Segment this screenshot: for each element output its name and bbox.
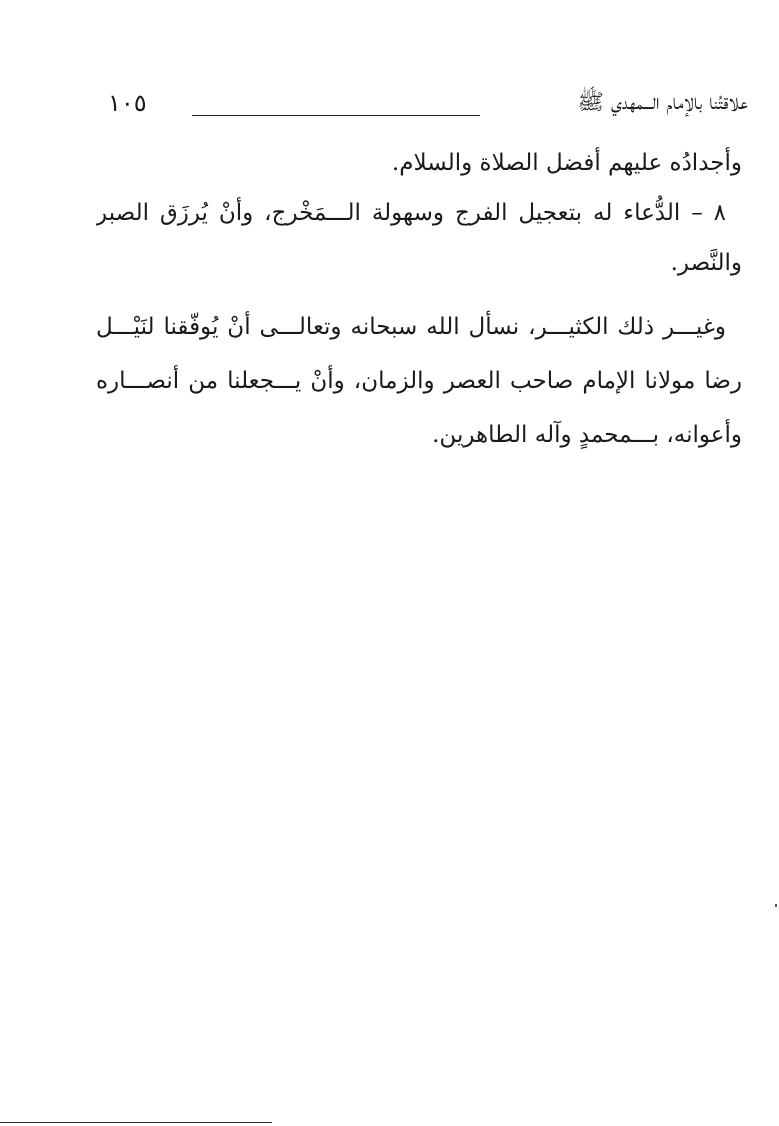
text-line-4: وغيـــر ذلك الكثيـــر، نسأل الله سبحانه وتعالـــى أنْ يُوفّقنا لنَيْـــل	[96, 314, 726, 340]
body-text	[96, 138, 748, 460]
page-number: ١٠٥	[108, 89, 147, 117]
running-title: علاقتُنا بالإمام الـــمهدي ﷺ	[577, 90, 748, 115]
header-rule	[192, 115, 480, 116]
text-line-1: وأجدادُه عليهم أفضل الصلاة والسلام.	[391, 150, 742, 176]
running-header	[108, 86, 748, 120]
text-line-6: وأعوانه، بـــمحمدٍ وآله الطاهرين.	[432, 422, 742, 448]
scan-speck	[775, 904, 777, 907]
footnote-rule	[0, 1122, 272, 1123]
text-line-3: والنَّصر.	[670, 250, 742, 276]
text-line-2: ٨ – الدُّعاء له بتعجيل الفرج وسهولة الـــمَخْرج، وأنْ يُرزَق الصبر	[96, 200, 726, 226]
text-line-5: رضا مولانا الإمام صاحب العصر والزمان، وأنْ يـــجعلنا من أنصـــاره	[96, 368, 742, 394]
